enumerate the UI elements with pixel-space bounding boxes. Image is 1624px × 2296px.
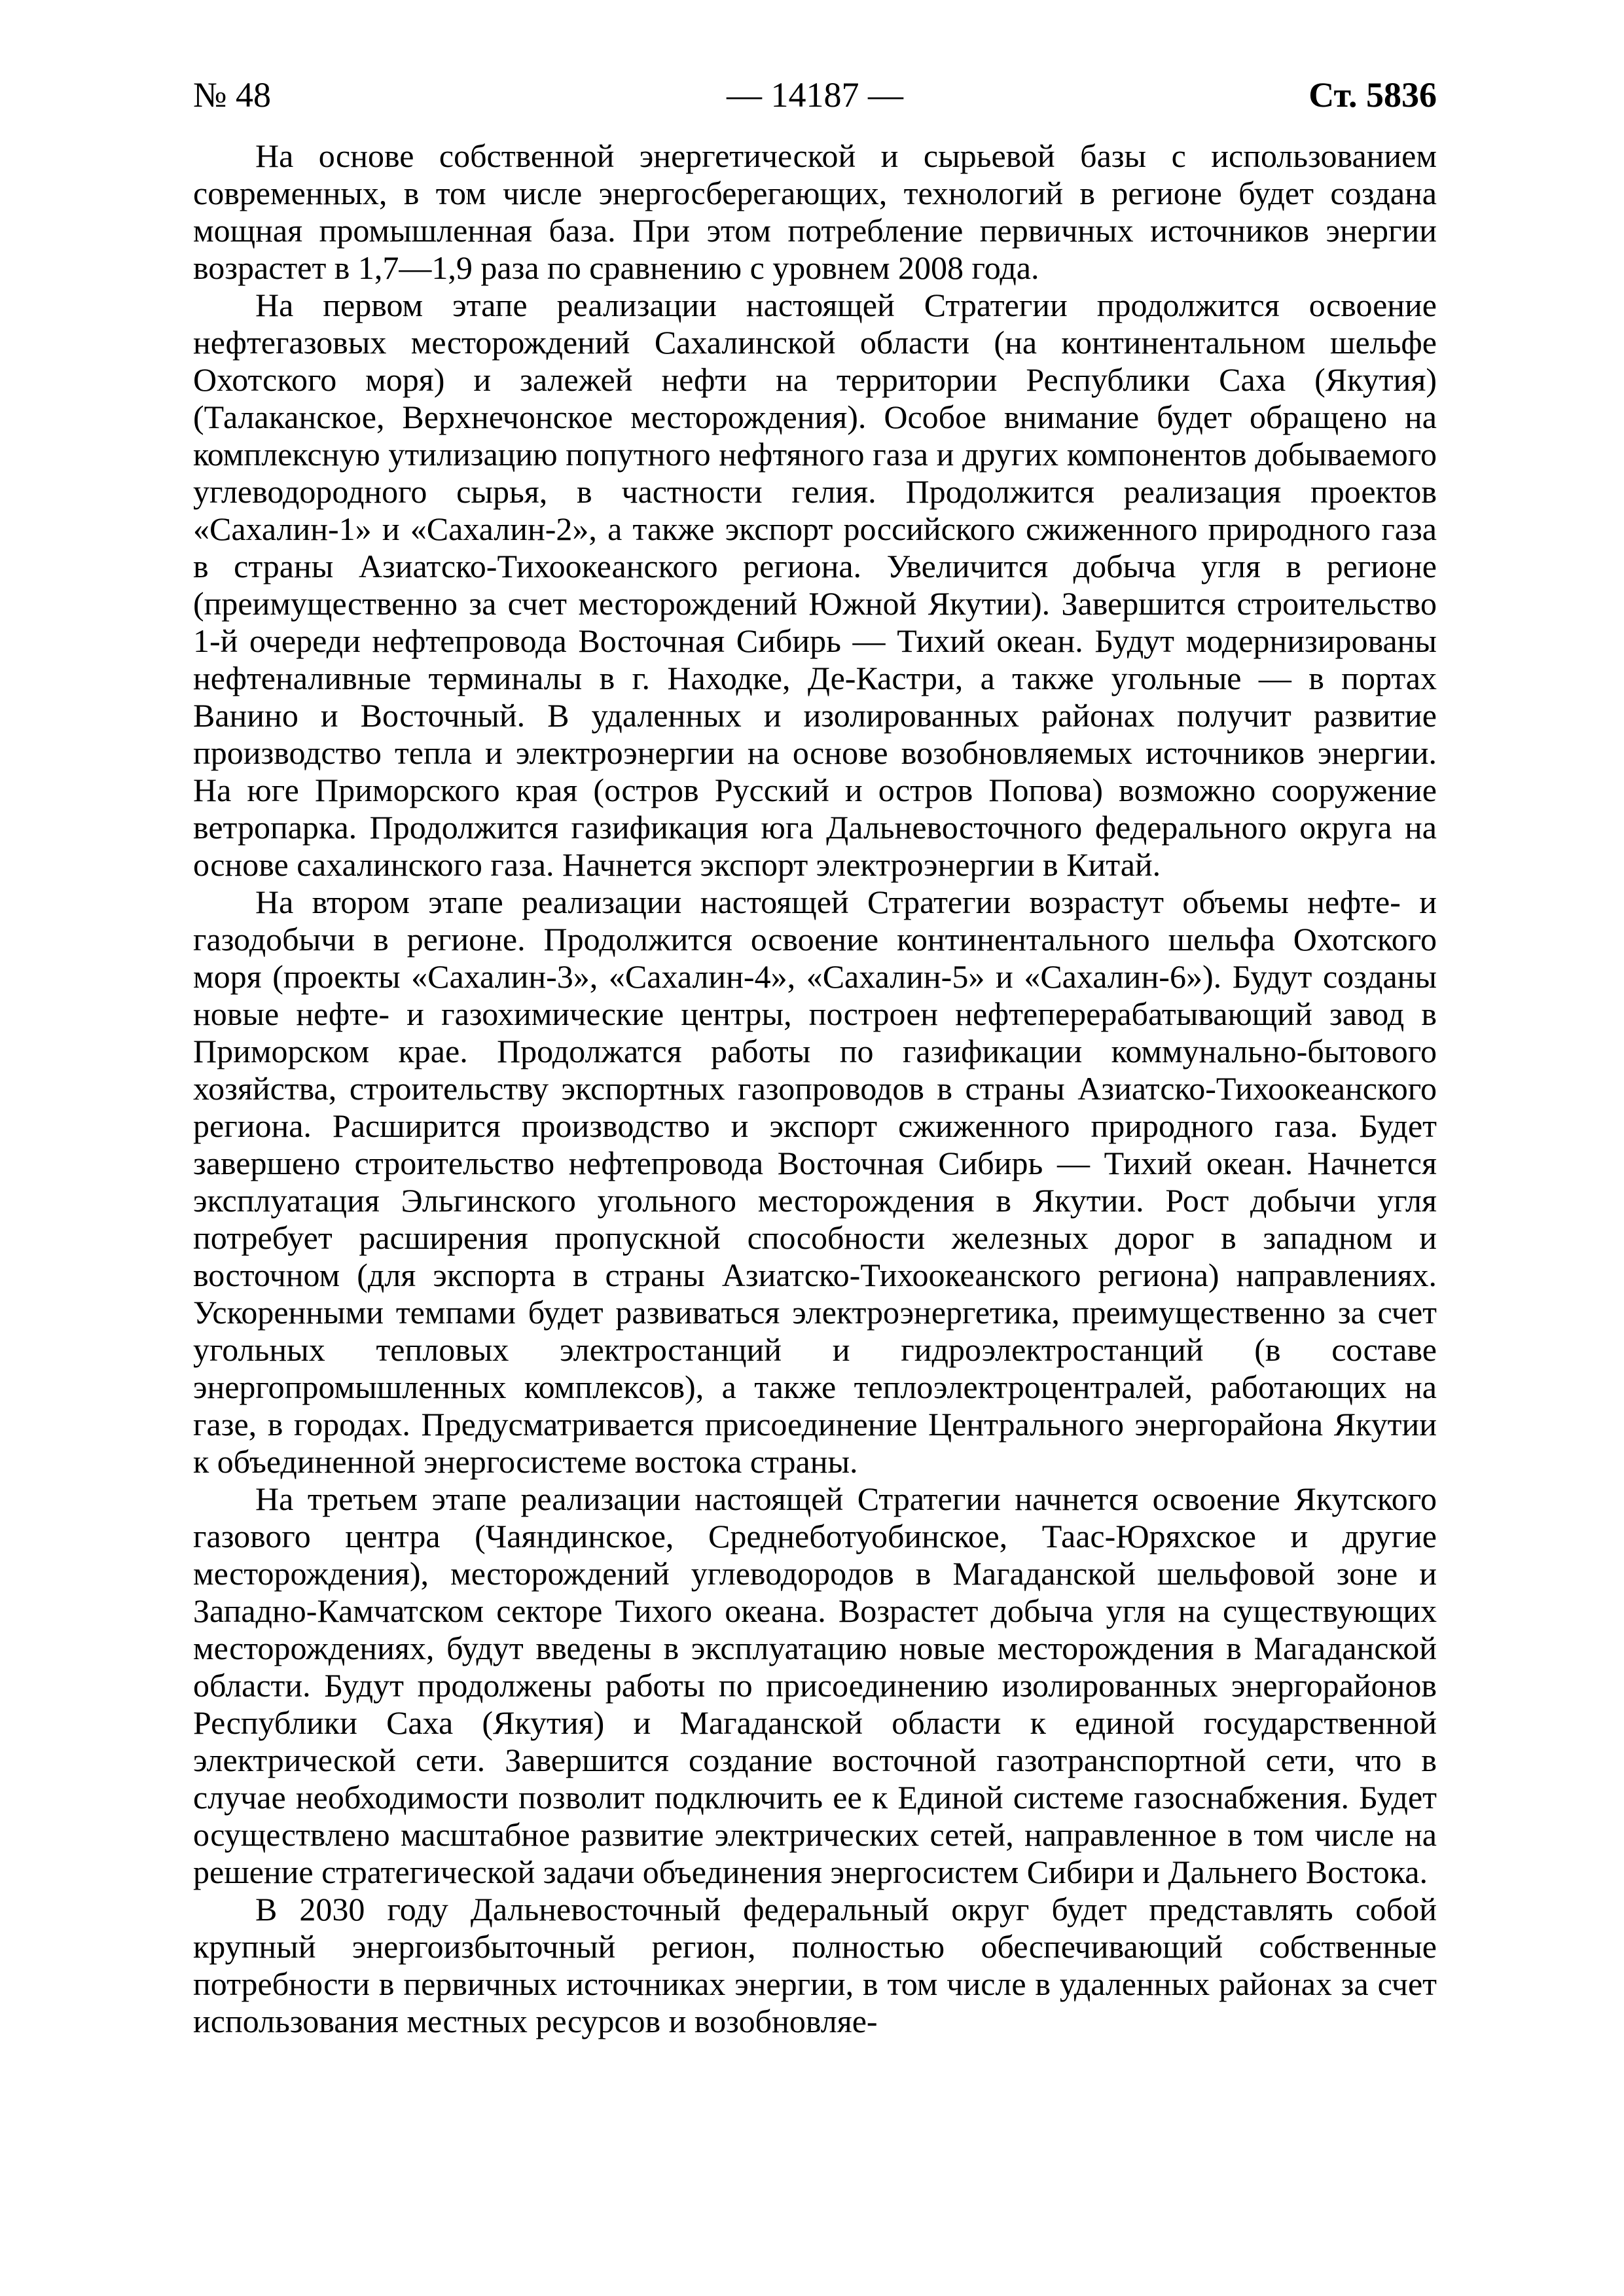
page-number: — 14187 — [727,75,903,115]
body-text [193,137,1437,2040]
paragraph-1: На основе собственной энергетической и сырьевой базы с использованием современных, в том числе энергосберегающих, технологий в регионе будет создана мощная промышленная база. При этом потребление первичных источников энергии возрастет в 1,7—1,9 раза по сравнению с уровнем 2008 года. [193,137,1437,286]
paragraph-5: В 2030 году Дальневосточный федеральный округ будет представлять собой крупный энергоизбыточный регион, полностью обеспечивающий собственные потребности в первичных источниках энергии, в том числе в удаленных районах за счет использования местных ресурсов и возобновляе- [193,1891,1437,2039]
article-number: Ст. 5836 [1308,75,1437,115]
paragraph-2: На первом этапе реализации настоящей Стратегии продолжится освоение нефтегазовых месторождений Сахалинской области (на континентальном шельфе Охотского моря) и залежей нефти на территории Республики Саха (Якутия) (Талаканское, Верхнечонское месторождения). Особое внимание будет обращено на комплексную утилизацию попутного нефтяного газа и других компонентов добываемого углеводородного сырья, в частности гелия. Продолжится реализация проектов «Сахалин-1» и «Сахалин-2», а также экспорт российского сжиженного природного газа в страны Азиатско-Тихоокеанского региона. Увеличится добыча угля в регионе (преимущественно за счет месторождений Южной Якутии). Завершится строительство 1-й очереди нефтепровода Восточная Сибирь — Тихий океан. Будут модернизированы нефтеналивные терминалы в г. Находке, Де-Кастри, а также угольные — в портах Ванино и Восточный. В удаленных и изолированных районах получит развитие производство тепла и электроэнергии на основе возобновляемых источников энергии. На юге Приморского края (остров Русский и остров Попова) возможно сооружение ветропарка. Продолжится газификация юга Дальневосточного федерального округа на основе сахалинского газа. Начнется экспорт электроэнергии в Китай. [193,287,1437,883]
paragraph-3: На втором этапе реализации настоящей Стратегии возрастут объемы нефте- и газодобычи в регионе. Продолжится освоение континентального шельфа Охотского моря (проекты «Сахалин-3», «Сахалин-4», «Сахалин-5» и «Сахалин-6»). Будут созданы новые нефте- и газохимические центры, построен нефтеперерабатывающий завод в Приморском крае. Продолжатся работы по газификации коммунально-бытового хозяйства, строительству экспортных газопроводов в страны Азиатско-Тихоокеанского региона. Расширится производство и экспорт сжиженного природного газа. Будет завершено строительство нефтепровода Восточная Сибирь — Тихий океан. Начнется эксплуатация Эльгинского угольного месторождения в Якутии. Рост добычи угля потребует расширения пропускной способности железных дорог в западном и восточном (для экспорта в страны Азиатско-Тихоокеанского региона) направлениях. Ускоренными темпами будет развиваться электроэнергетика, преимущественно за счет угольных тепловых электростанций и гидроэлектростанций (в составе энергопромышленных комплексов), а также теплоэлектроцентралей, работающих на газе, в городах. Предусматривается присоединение Центрального энергорайона Якутии к объединенной энергосистеме востока страны. [193,884,1437,1480]
paragraph-4: На третьем этапе реализации настоящей Стратегии начнется освоение Якутского газового центра (Чаяндинское, Среднеботуобинское, Таас-Юряхское и другие месторождения), месторождений углеводородов в Магаданской шельфовой зоне и Западно-Камчатском секторе Тихого океана. Возрастет добыча угля на существующих месторождениях, будут введены в эксплуатацию новые месторождения в Магаданской области. Будут продолжены работы по присоединению изолированных энергорайонов Республики Саха (Якутия) и Магаданской области к единой государственной электрической сети. Завершится создание восточной газотранспортной сети, что в случае необходимости позволит подключить ее к Единой системе газоснабжения. Будет осуществлено масштабное развитие электрических сетей, направленное в том числе на решение стратегической задачи объединения энергосистем Сибири и Дальнего Востока. [193,1480,1437,1890]
page-header [193,65,1437,124]
issue-number: № 48 [193,75,272,115]
